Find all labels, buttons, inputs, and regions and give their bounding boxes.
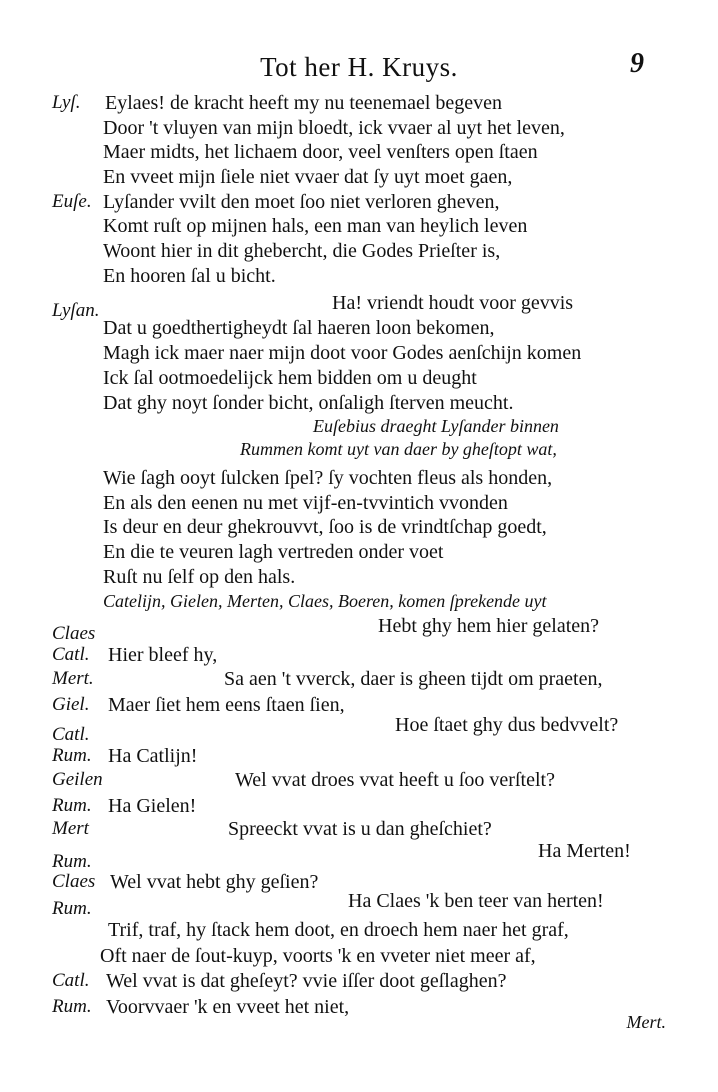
verse-text: Maer midts, het lichaem door, veel venſters open ſtaen (103, 141, 538, 163)
speaker-label: Lyſan. (52, 300, 100, 321)
verse-text: En als den eenen nu met vijf-en-tvvintich vvonden (103, 492, 508, 514)
text-line (0, 992, 718, 1022)
verse-text: Wel vvat is dat gheſeyt? vvie iſſer doot geſlaghen? (106, 970, 507, 992)
speaker-label: Rum. (52, 898, 92, 919)
verse-text: Oft naer de ſout-kuyp, voorts 'k en vveter niet meer af, (100, 945, 536, 967)
speaker-label: Mert (52, 818, 89, 839)
verse-text: Maer ſiet hem eens ſtaen ſien, (108, 694, 345, 716)
verse-text: Ha Gielen! (108, 795, 197, 817)
catchword: Mert. (626, 1012, 666, 1032)
verse-text: Dat ghy noyt ſonder bicht, onſaligh ſterven meucht. (103, 392, 514, 414)
speaker-label: Catl. (52, 970, 90, 991)
verse-text: Hoe ſtaet ghy dus bedvvelt? (395, 714, 619, 736)
text-line (0, 261, 718, 291)
speaker-label: Geilen (52, 769, 103, 790)
speaker-label: Euſe. (52, 191, 92, 212)
verse-text: Hebt ghy hem hier gelaten? (378, 615, 600, 637)
verse-text: En hooren ſal u bicht. (103, 265, 276, 287)
verse-text: Spreeckt vvat is u dan gheſchiet? (228, 818, 492, 840)
text-line (0, 611, 718, 644)
verse-text: Ick ſal ootmoedelijck hem bidden om u deught (103, 367, 477, 389)
verse-text: En vveet mijn ſiele niet vvaer dat ſy uyt moet gaen, (103, 166, 513, 188)
speaker-label: Rum. (52, 745, 92, 766)
verse-text: Lyſander vvilt den moet ſoo niet verloren gheven, (103, 191, 500, 213)
verse-text: Door 't vluyen van mijn bloedt, ick vvaer al uyt het leven, (103, 117, 565, 139)
speaker-label: Mert. (52, 668, 94, 689)
verse-text: Is deur en deur ghekrouvvt, ſoo is de vrindtſchap goedt, (103, 516, 547, 538)
page-number: 9 (630, 48, 644, 79)
stage-direction: Euſebius draeght Lyſander binnen (313, 416, 559, 436)
speaker-label: Claes (52, 623, 96, 644)
verse-text: Magh ick maer naer mijn doot voor Godes aenſchijn komen (103, 342, 582, 364)
verse-text: Dat u goedthertigheydt ſal haeren loon bekomen, (103, 317, 495, 339)
speaker-label: Rum. (52, 851, 92, 872)
verse-text: Komt ruſt op mijnen hals, een man van heylich leven (103, 215, 528, 237)
verse-text: Ha Merten! (538, 840, 631, 862)
verse-text: Wel vvat droes vvat heeft u ſoo verſtelt? (235, 769, 555, 791)
speaker-label: Rum. (52, 795, 92, 816)
verse-text: Wie ſagh ooyt ſulcken ſpel? ſy vochten fleus als honden, (103, 467, 553, 489)
verse-text: Woont hier in dit ghebercht, die Godes Prieſter is, (103, 240, 501, 262)
verse-text: Voorvvaer 'k en vveet het niet, (106, 996, 350, 1018)
stage-direction-line (0, 434, 718, 464)
text-line (0, 886, 718, 919)
stage-direction: Catelijn, Gielen, Merten, Claes, Boeren, komen ſprekende uyt (103, 591, 547, 611)
speaker-label: Claes (52, 871, 96, 892)
verse-text: En die te veuren lagh vertreden onder voet (103, 541, 444, 563)
verse-text: Ruſt nu ſelf op den hals. (103, 566, 296, 588)
speaker-label: Lyſ. (52, 92, 81, 113)
speaker-label: Giel. (52, 694, 90, 715)
verse-text: Hier bleef hy, (108, 644, 218, 666)
verse-text: Wel vvat hebt ghy geſien? (110, 871, 319, 893)
stage-direction: Rummen komt uyt van daer by gheſtopt wat, (240, 439, 557, 459)
running-head: Tot her H. Kruys. (260, 52, 458, 82)
text-line (0, 836, 718, 872)
verse-text: Ha Claes 'k ben teer van herten! (348, 890, 604, 912)
speaker-label: Catl. (52, 724, 90, 745)
text-line (0, 710, 718, 745)
verse-text: Eylaes! de kracht heeft my nu teenemael begeven (105, 92, 503, 114)
verse-text: Sa aen 't vverck, daer is gheen tijdt om praeten, (224, 668, 603, 690)
speaker-label: Rum. (52, 996, 92, 1017)
verse-text: Ha! vriendt houdt voor gevvis (332, 292, 574, 314)
speaker-label: Catl. (52, 644, 90, 665)
verse-text: Trif, traf, hy ſtack hem doot, en droech hem naer het graf, (108, 919, 569, 941)
verse-text: Ha Catlijn! (108, 745, 198, 767)
